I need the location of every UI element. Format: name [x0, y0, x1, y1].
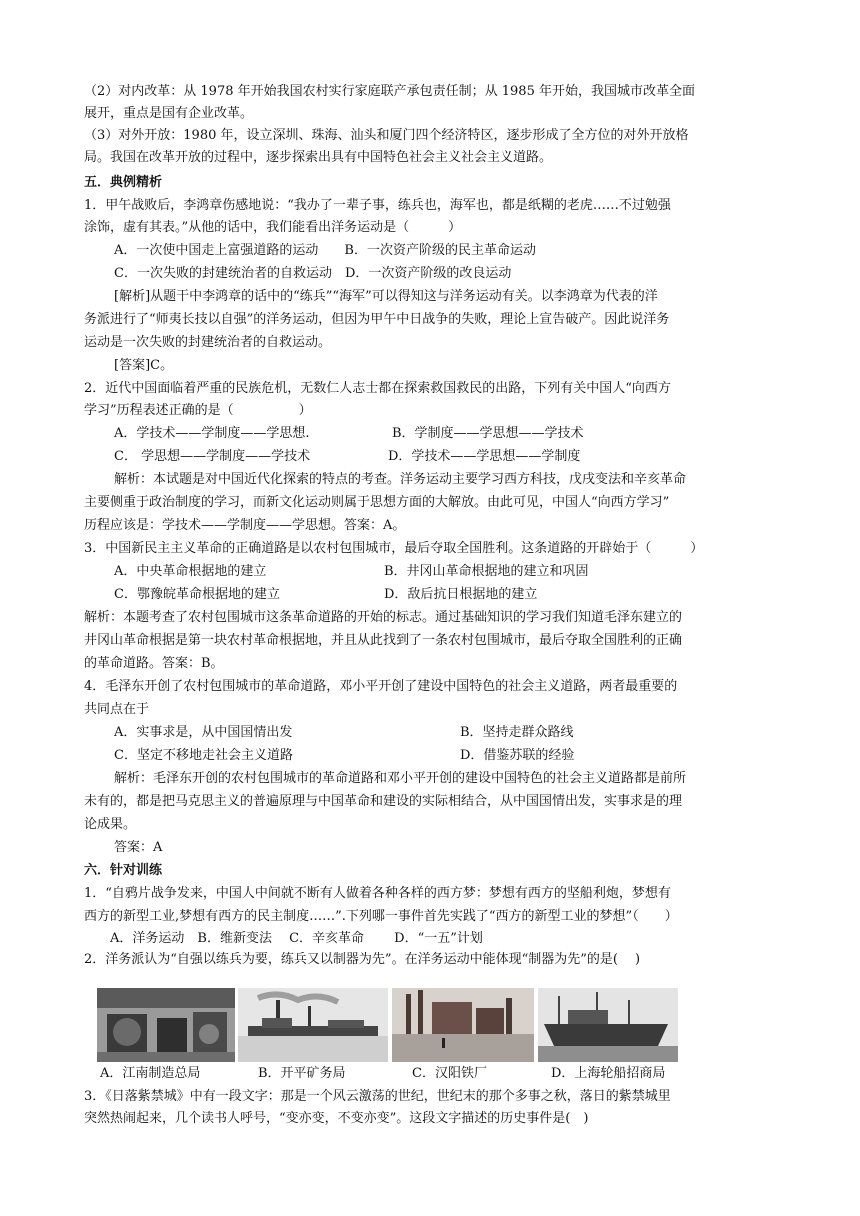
question-4-option-d: D．借鉴苏联的经验: [460, 748, 575, 763]
question-3-option-a: A．中央革命根据地的建立: [114, 564, 267, 579]
question-4-line: 4．毛泽东开创了农村包围城市的革命道路，邓小平开创了建设中国特色的社会主义道路，两者最重要的: [84, 679, 678, 694]
question-1-analysis: 务派进行了“师夷长技以自强”的洋务运动，但因为甲午中日战争的失败，理论上宣告破产。因此说洋务: [84, 312, 670, 327]
exercise-1-line: 西方的新型工业,梦想有西方的民主制度……”.下列哪一事件首先实践了“西方的新型工业的梦想”（ ）: [84, 909, 678, 924]
question-2-line: 2．近代中国面临着严重的民族危机，无数仁人志士都在探索救国救民的出路，下列有关中国人“向西方: [84, 381, 671, 396]
photo-caption-a: A．江南制造总局: [100, 1066, 201, 1081]
question-2-analysis: 历程应该是：学技术——学制度——学思想。答案：A。: [84, 518, 406, 533]
question-4-option-a: A．实事求是，从中国国情出发: [114, 725, 293, 740]
question-2-option-d: D．学技术——学思想——学制度: [388, 449, 581, 464]
question-1-analysis: 运动是一次失败的封建统治者的自救运动。: [84, 335, 332, 350]
question-2-option-b: B．学制度——学思想——学技术: [392, 426, 584, 441]
paragraph-line: 展开，重点是国有企业改革。: [84, 106, 254, 121]
exercise-2-line: 2．洋务派认为“自强以练兵为要，练兵又以制器为先”。在洋务运动中能体现“制器为先”的是( ): [84, 952, 641, 967]
photo-kaiping-mines: [238, 988, 388, 1062]
question-2-analysis: 主要侧重于政治制度的学习，而新文化运动则属于思想方面的大解放。由此可见，中国人“向西方学习”: [84, 495, 670, 510]
question-3-analysis: 解析：本题考查了农村包围城市这条革命道路的开始的标志。通过基础知识的学习我们知道毛泽东建立的: [84, 610, 683, 625]
question-2-analysis: 解析：本试题是对中国近代化探索的特点的考查。洋务运动主要学习西方科技，戊戌变法和辛亥革命: [114, 472, 687, 487]
question-4-line: 共同点在于: [84, 702, 150, 717]
question-4-answer: 答案：A: [114, 840, 163, 855]
photo-caption-d: D．上海轮船招商局: [551, 1066, 666, 1081]
question-1-analysis: [解析]从题干中李鸿章的话中的“练兵”“海军”可以得知这与洋务运动有关。以李鸿章为代表的洋: [114, 289, 658, 304]
photo-hanyang-ironworks: [392, 988, 534, 1062]
question-3-option-b: B．井冈山革命根据地的建立和巩固: [384, 564, 589, 579]
paragraph-line: 局。我国在改革开放的过程中，逐步探索出具有中国特色社会主义社会主义道路。: [84, 150, 553, 165]
section-heading-6: 六．针对训练: [84, 863, 163, 878]
question-4-option-c: C．坚定不移地走社会主义道路: [114, 748, 293, 763]
photo-caption-b: B．开平矿务局: [258, 1066, 346, 1081]
photo-caption-c: C．汉阳铁厂: [412, 1066, 487, 1081]
paragraph-line: （3）对外开放：1980 年，设立深圳、珠海、汕头和厦门四个经济特区，逐步形成了全方位的对外开放格: [84, 128, 689, 143]
paragraph-line: （2）对内改革：从 1978 年开始我国农村实行家庭联产承包责任制；从 1985 年开始，我国城市改革全面: [84, 84, 695, 99]
question-3-analysis: 井冈山革命根据是第一块农村革命根据地，并且从此找到了一条农村包围城市，最后夺取全国胜利的正确: [84, 633, 683, 648]
question-3-analysis: 的革命道路。答案：B。: [84, 656, 224, 671]
question-3-line: 3．中国新民主主义革命的正确道路是以农村包围城市，最后夺取全国胜利。这条道路的开辟始于（ ）: [84, 541, 704, 556]
question-1-options: A．一次使中国走上富强道路的运动 B．一次资产阶级的民主革命运动: [114, 243, 536, 258]
question-1-options: C．一次失败的封建统治者的自救运动 D．一次资产阶级的改良运动: [114, 266, 512, 281]
question-3-option-c: C．鄂豫皖革命根据地的建立: [114, 587, 280, 602]
question-4-analysis: 解析：毛泽东开创的农村包围城市的革命道路和邓小平开创的建设中国特色的社会主义道路都是前所: [114, 771, 687, 786]
question-3-option-d: D．敌后抗日根据地的建立: [384, 587, 538, 602]
exercise-1-options: A．洋务运动 B．维新变法 C．辛亥革命 D．“一五”计划: [110, 931, 483, 946]
question-4-analysis: 论成果。: [84, 817, 137, 832]
question-2-option-c: C． 学思想——学制度——学技术: [114, 449, 311, 464]
exercise-3-line: 突然热闹起来，几个读书人呼号，“变亦变，不变亦变”。这段文字描述的历史事件是( ): [84, 1111, 589, 1126]
question-4-analysis: 未有的，都是把马克思主义的普遍原理与中国革命和建设的实际相结合，从中国国情出发，实事求是的理: [84, 794, 683, 809]
exercise-1-line: 1．“自鸦片战争发来，中国人中间就不断有人做着各种各样的西方梦：梦想有西方的坚船利炮，梦想有: [84, 886, 671, 901]
question-1-answer: [答案]C。: [114, 358, 174, 373]
question-2-option-a: A．学技术——学制度——学思想.: [114, 426, 310, 441]
question-1-line: 涂饰，虚有其表。”从他的话中，我们能看出洋务运动是（ ）: [84, 220, 462, 235]
question-4-option-b: B．坚持走群众路线: [460, 725, 574, 740]
photo-jiangnan-arsenal: [97, 988, 235, 1062]
question-2-line: 学习”历程表述正确的是（ ）: [84, 403, 312, 418]
section-heading-5: 五．典例精析: [84, 175, 163, 190]
question-1-line: 1．甲午战败后，李鸿章伤感地说：“我办了一辈子事，练兵也，海军也，都是纸糊的老虎……不过勉强: [84, 198, 671, 213]
exercise-3-line: 3．《日落紫禁城》中有一段文字：那是一个风云激荡的世纪，世纪末的那个多事之秋，落日的紫禁城里: [84, 1089, 671, 1104]
photo-shanghai-steamship: [538, 988, 678, 1062]
